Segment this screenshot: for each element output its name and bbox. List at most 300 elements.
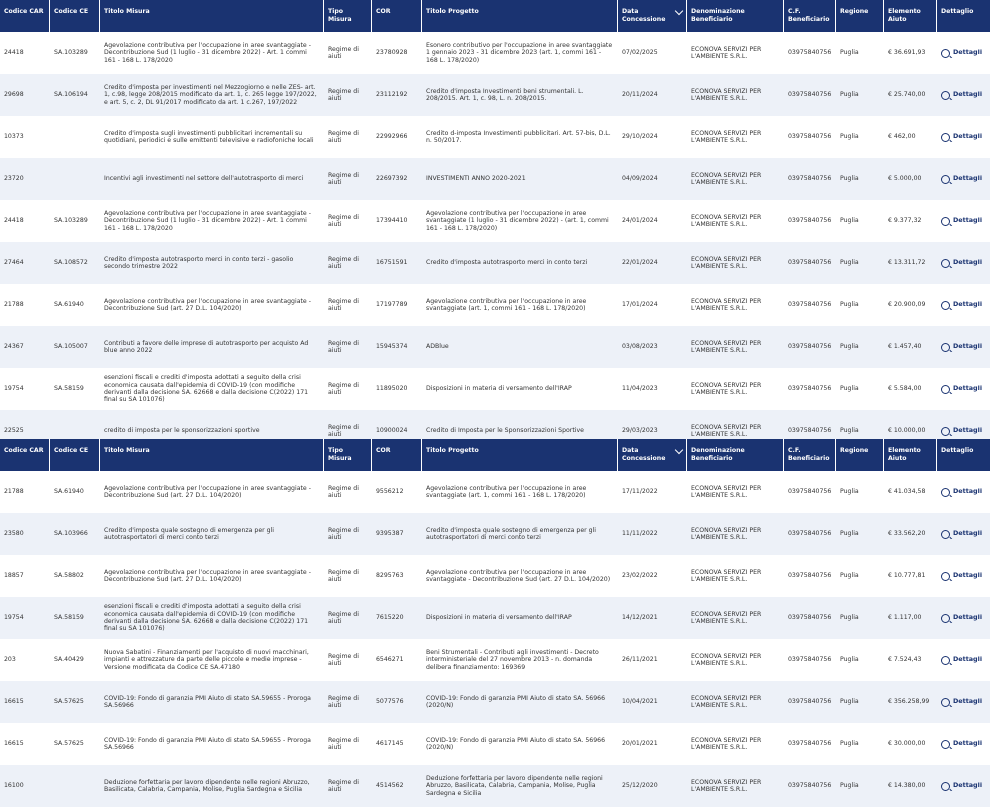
- cell-ce: SA.58802: [54, 572, 84, 580]
- dettagli-label[interactable]: Dettagli: [953, 216, 983, 225]
- cell-regione: Puglia: [840, 343, 859, 351]
- header-cor: [372, 439, 422, 471]
- cell-tipo: Regime di aiuti: [328, 484, 359, 499]
- cell-tipo: Regime di aiuti: [328, 778, 359, 793]
- cell-cor: 7615220: [376, 614, 404, 622]
- dettagli-button[interactable]: [941, 385, 986, 394]
- table-row: [0, 368, 990, 410]
- cell-regione: Puglia: [840, 488, 859, 496]
- dettagli-link[interactable]: [937, 427, 990, 436]
- cell-car: 27464: [4, 259, 24, 267]
- cell-data: 07/02/2025: [622, 49, 658, 57]
- cell-benef: ECONOVA SERVIZI PER L'AMBIENTE S.R.L.: [691, 778, 762, 793]
- cell-tipo: Regime di aiuti: [328, 526, 359, 541]
- cell-tipo: Regime di aiuti: [328, 297, 359, 312]
- cell-cf: 03975840756: [788, 217, 832, 225]
- cell-cor: 17394410: [376, 217, 408, 225]
- header-label: Denominazione Beneficiario: [691, 447, 745, 462]
- table-row: [0, 723, 990, 765]
- cell-data: 22/01/2024: [622, 259, 658, 267]
- dettagli-link[interactable]: [937, 740, 990, 749]
- cell-progetto: Credito d'imposta Investimenti beni strumentali. L. 208/2015. Art. 1, c. 98, L. n. 208/2015.: [426, 87, 584, 102]
- cell-aiuto: € 9.377,32: [888, 217, 922, 225]
- search-icon[interactable]: [941, 385, 950, 394]
- table-header: [0, 439, 990, 471]
- header-dettaglio: [937, 0, 990, 32]
- dettagli-button[interactable]: [941, 343, 986, 352]
- cell-aiuto: € 20.900,09: [888, 301, 926, 309]
- header-denominazione-beneficiario: [687, 439, 784, 471]
- dettagli-label[interactable]: Dettagli: [953, 342, 983, 351]
- cell-progetto: Agevolazione contributiva per l'occupazione in aree svantaggiate - Decontribuzione Sud (art. 27 D.L. 104/2020): [426, 568, 611, 583]
- search-icon[interactable]: [941, 488, 950, 497]
- cell-cf: 03975840756: [788, 133, 832, 141]
- cell-titolo: COVID-19: Fondo di garanzia PMI Aiuto di stato SA.59655 - Proroga SA.56966: [104, 736, 311, 751]
- dettagli-link[interactable]: [937, 782, 990, 791]
- cell-benef: ECONOVA SERVIZI PER L'AMBIENTE S.R.L.: [691, 652, 762, 667]
- dettagli-label[interactable]: Dettagli: [953, 300, 983, 309]
- cell-ce: SA.108572: [54, 259, 88, 267]
- cell-tipo: Regime di aiuti: [328, 610, 359, 625]
- search-icon[interactable]: [941, 49, 950, 58]
- header-label: Titolo Misura: [104, 447, 150, 454]
- cell-data: 29/03/2023: [622, 427, 658, 435]
- dettagli-label[interactable]: Dettagli: [953, 132, 983, 141]
- cell-aiuto: € 14.380,00: [888, 782, 926, 790]
- cell-cor: 5077576: [376, 698, 404, 706]
- dettagli-button[interactable]: [941, 782, 986, 791]
- cell-progetto: Agevolazione contributiva per l'occupazione in aree svantaggiate (art. 1, commi 161 - 168 L. 178/2020): [426, 297, 587, 312]
- cell-titolo: Agevolazione contributiva per l'occupazione in aree svantaggiate - Decontribuzione Sud (art. 27 D.L. 104/2020): [104, 484, 311, 499]
- cell-progetto: Disposizioni in materia di versamento dell'IRAP: [426, 614, 572, 622]
- cell-ce: SA.57625: [54, 698, 84, 706]
- cell-car: 24418: [4, 49, 24, 57]
- cell-titolo: Agevolazione contributiva per l'occupazione in aree svantaggiate - Decontribuzione Sud (1 luglio - 31 dicembre 2022) - Art. 1 commi 161 - 168 L. 178/2020: [104, 41, 311, 64]
- cell-cf: 03975840756: [788, 385, 832, 393]
- header-label: Dettaglio: [941, 447, 974, 454]
- cell-progetto: Agevolazione contributiva per l'occupazione in aree svantaggiate (art. 1, commi 161 - 168 L. 178/2020): [426, 484, 587, 499]
- dettagli-link[interactable]: [937, 385, 990, 394]
- header-label: COR: [376, 8, 391, 15]
- cell-benef: ECONOVA SERVIZI PER L'AMBIENTE S.R.L.: [691, 255, 762, 270]
- cell-tipo: Regime di aiuti: [328, 45, 359, 60]
- cell-cor: 22697392: [376, 175, 408, 183]
- table-row: [0, 681, 990, 723]
- cell-data: 03/08/2023: [622, 343, 658, 351]
- cell-cf: 03975840756: [788, 427, 832, 435]
- cell-car: 23580: [4, 530, 24, 538]
- cell-car: 16615: [4, 740, 24, 748]
- aid-table-2: [0, 439, 990, 807]
- header-dettaglio: [937, 439, 990, 471]
- cell-data: 26/11/2021: [622, 656, 658, 664]
- cell-data: 20/01/2021: [622, 740, 658, 748]
- header-codice-ce: [50, 0, 100, 32]
- search-icon[interactable]: [941, 572, 950, 581]
- header-label: Titolo Misura: [104, 8, 150, 15]
- cell-cf: 03975840756: [788, 572, 832, 580]
- cell-ce: SA.103289: [54, 217, 88, 225]
- cell-aiuto: € 30.000,00: [888, 740, 926, 748]
- dettagli-label[interactable]: Dettagli: [953, 90, 983, 99]
- header-label: Titolo Progetto: [426, 8, 479, 15]
- header-titolo-progetto: [422, 439, 618, 471]
- header-denominazione-beneficiario: [687, 0, 784, 32]
- cell-aiuto: € 7.524,43: [888, 656, 922, 664]
- cell-car: 21788: [4, 488, 24, 496]
- dettagli-button[interactable]: [941, 530, 986, 539]
- cell-benef: ECONOVA SERVIZI PER L'AMBIENTE S.R.L.: [691, 484, 762, 499]
- cell-car: 29698: [4, 91, 24, 99]
- search-icon[interactable]: [941, 133, 950, 142]
- search-icon[interactable]: [941, 175, 950, 184]
- cell-car: 16615: [4, 698, 24, 706]
- cell-aiuto: € 41.034,58: [888, 488, 926, 496]
- dettagli-label[interactable]: Dettagli: [953, 739, 983, 748]
- dettagli-button[interactable]: [941, 217, 986, 226]
- cell-aiuto: € 25.740,00: [888, 91, 926, 99]
- dettagli-link[interactable]: [937, 614, 990, 623]
- cell-regione: Puglia: [840, 782, 859, 790]
- cell-tipo: Regime di aiuti: [328, 339, 359, 354]
- table-row: [0, 200, 990, 242]
- table-row: [0, 242, 990, 284]
- cell-progetto: COVID-19: Fondo di garanzia PMI Aiuto di stato SA. 56966 (2020/N): [426, 694, 606, 709]
- dettagli-label[interactable]: Dettagli: [953, 655, 983, 664]
- header-elemento-aiuto: [884, 439, 937, 471]
- chevron-down-icon[interactable]: [675, 7, 683, 15]
- cell-cf: 03975840756: [788, 614, 832, 622]
- cell-benef: ECONOVA SERVIZI PER L'AMBIENTE S.R.L.: [691, 381, 762, 396]
- cell-titolo: Credito d'imposta autotrasporto merci in conto terzi - gasolio secondo trimestre 2022: [104, 255, 294, 270]
- cell-data: 17/11/2022: [622, 488, 658, 496]
- cell-data: 25/12/2020: [622, 782, 658, 790]
- search-icon[interactable]: [941, 740, 950, 749]
- header-label: Elemento Aiuto: [888, 447, 921, 462]
- cell-tipo: Regime di aiuti: [328, 381, 359, 396]
- header-codice-ce: [50, 439, 100, 471]
- cell-cor: 8295763: [376, 572, 404, 580]
- cell-car: 24367: [4, 343, 24, 351]
- header-label: Codice CAR: [4, 8, 44, 15]
- cell-cf: 03975840756: [788, 530, 832, 538]
- header-label: Dettaglio: [941, 8, 974, 15]
- cell-ce: SA.57625: [54, 740, 84, 748]
- header-titolo-misura: [100, 439, 324, 471]
- dettagli-button[interactable]: [941, 488, 986, 497]
- dettagli-button[interactable]: [941, 259, 986, 268]
- cell-data: 29/10/2024: [622, 133, 658, 141]
- cell-regione: Puglia: [840, 259, 859, 267]
- cell-car: 203: [4, 656, 16, 664]
- cell-aiuto: € 5.000,00: [888, 175, 922, 183]
- dettagli-link[interactable]: [937, 301, 990, 310]
- table-row: [0, 513, 990, 555]
- cell-regione: Puglia: [840, 656, 859, 664]
- cell-titolo: Agevolazione contributiva per l'occupazione in aree svantaggiate - Decontribuzione Sud (art. 27 D.L. 104/2020): [104, 568, 311, 583]
- cell-titolo: Incentivi agli investimenti nel settore dell'autotrasporto di merci: [104, 175, 304, 183]
- header-data-concessione[interactable]: [618, 0, 687, 32]
- cell-cf: 03975840756: [788, 301, 832, 309]
- dettagli-button[interactable]: [941, 175, 986, 184]
- header-codice-car: [0, 0, 50, 32]
- dettagli-link[interactable]: [937, 259, 990, 268]
- search-icon[interactable]: [941, 91, 950, 100]
- cell-benef: ECONOVA SERVIZI PER L'AMBIENTE S.R.L.: [691, 171, 762, 186]
- cell-benef: ECONOVA SERVIZI PER L'AMBIENTE S.R.L.: [691, 213, 762, 228]
- cell-titolo: Contributi a favore delle imprese di autotrasporto per acquisto Ad blue anno 2022: [104, 339, 309, 354]
- cell-regione: Puglia: [840, 175, 859, 183]
- cell-aiuto: € 13.311,72: [888, 259, 926, 267]
- dettagli-button[interactable]: [941, 301, 986, 310]
- cell-ce: SA.106194: [54, 91, 88, 99]
- table-row: [0, 74, 990, 116]
- cell-aiuto: € 1.457,40: [888, 343, 922, 351]
- cell-titolo: Credito d'imposta per investimenti nel Mezzogiorno e nelle ZES- art. 1, c.98, legge 208/2015 modificato da art. 1, c. 265 legge 197/2022, e art. 5, c. 2, DL 91/2017 modificato da art. 1 c.267, 197/2022: [104, 83, 317, 106]
- cell-cor: 4514562: [376, 782, 404, 790]
- cell-car: 16100: [4, 782, 24, 790]
- search-icon[interactable]: [941, 698, 950, 707]
- cell-aiuto: € 5.584,00: [888, 385, 922, 393]
- cell-progetto: Deduzione forfettaria per lavoro dipendente nelle regioni Abruzzo, Basilicata, Calabria, Campania, Molise, Puglia Sardegna e Sicilia: [426, 774, 603, 797]
- cell-regione: Puglia: [840, 572, 859, 580]
- dettagli-link[interactable]: [937, 530, 990, 539]
- cell-tipo: Regime di aiuti: [328, 87, 359, 102]
- cell-progetto: Beni Strumentali - Contributi agli investimenti - Decreto interministeriale del 27 novembre 2013 - n. domanda delibera finanziamento: 169369: [426, 648, 599, 671]
- dettagli-label[interactable]: Dettagli: [953, 697, 983, 706]
- dettagli-button[interactable]: [941, 572, 986, 581]
- cell-cf: 03975840756: [788, 175, 832, 183]
- dettagli-label[interactable]: Dettagli: [953, 426, 983, 435]
- cell-progetto: Esonero contributivo per l'occupazione in aree svantaggiate 1 gennaio 2023 - 31 dicembre 2023 (art. 1, commi 161 - 168 L. 178/2020): [426, 41, 613, 64]
- cell-benef: ECONOVA SERVIZI PER L'AMBIENTE S.R.L.: [691, 423, 762, 438]
- cell-ce: SA.103966: [54, 530, 88, 538]
- cell-aiuto: € 10.777,81: [888, 572, 926, 580]
- dettagli-label[interactable]: Dettagli: [953, 174, 983, 183]
- dettagli-link[interactable]: [937, 656, 990, 665]
- header-label: Data Concessione: [622, 447, 666, 462]
- cell-titolo: credito di imposta per le sponsorizzazioni sportive: [104, 427, 260, 435]
- cell-aiuto: € 33.562,20: [888, 530, 926, 538]
- header-label: Regione: [840, 8, 869, 15]
- cell-cf: 03975840756: [788, 343, 832, 351]
- table-row: [0, 597, 990, 639]
- cell-data: 23/02/2022: [622, 572, 658, 580]
- dettagli-link[interactable]: [937, 133, 990, 142]
- search-icon[interactable]: [941, 259, 950, 268]
- header-titolo-progetto: [422, 0, 618, 32]
- cell-progetto: Credito d'imposta autotrasporto merci in conto terzi: [426, 259, 588, 267]
- cell-car: 19754: [4, 385, 24, 393]
- dettagli-label[interactable]: Dettagli: [953, 571, 983, 580]
- dettagli-link[interactable]: [937, 49, 990, 58]
- header-label: Codice CE: [54, 447, 89, 454]
- dettagli-label[interactable]: Dettagli: [953, 487, 983, 496]
- cell-cf: 03975840756: [788, 740, 832, 748]
- cell-titolo: Deduzione forfettaria per lavoro dipendente nelle regioni Abruzzo, Basilicata, Calabria, Campania, Molise, Puglia Sardegna e Sicilia: [104, 778, 310, 793]
- header-label: Codice CE: [54, 8, 89, 15]
- cell-cor: 23780928: [376, 49, 408, 57]
- cell-cor: 9556212: [376, 488, 404, 496]
- cell-aiuto: € 10.000,00: [888, 427, 926, 435]
- cell-tipo: Regime di aiuti: [328, 568, 359, 583]
- header-label: Denominazione Beneficiario: [691, 8, 745, 23]
- table-header: [0, 0, 990, 32]
- cell-cor: 10900024: [376, 427, 408, 435]
- dettagli-link[interactable]: [937, 488, 990, 497]
- cell-regione: Puglia: [840, 133, 859, 141]
- cell-progetto: ADBlue: [426, 343, 449, 351]
- dettagli-label[interactable]: Dettagli: [953, 258, 983, 267]
- header-label: Elemento Aiuto: [888, 8, 921, 23]
- header-codice-car: [0, 439, 50, 471]
- cell-benef: ECONOVA SERVIZI PER L'AMBIENTE S.R.L.: [691, 568, 762, 583]
- cell-regione: Puglia: [840, 698, 859, 706]
- dettagli-button[interactable]: [941, 91, 986, 100]
- search-icon[interactable]: [941, 782, 950, 791]
- cell-titolo: esenzioni fiscali e crediti d'imposta adottati a seguito della crisi economica causata dall'epidemia di COVID-19 (con modifiche derivanti dalla decisione SA. 62668 e dalla decisione C(2022) 171 final su SA 101076): [104, 374, 309, 404]
- cell-data: 14/12/2021: [622, 614, 658, 622]
- cell-progetto: Credito d'imposta quale sostegno di emergenza per gli autotrasportatori di merci conto terzi: [426, 526, 597, 541]
- header-tipo-misura: [324, 0, 372, 32]
- cell-data: 17/01/2024: [622, 301, 658, 309]
- header-label: Codice CAR: [4, 447, 44, 454]
- cell-titolo: Agevolazione contributiva per l'occupazione in aree svantaggiate - Decontribuzione Sud (art. 27 D.L. 104/2020): [104, 297, 311, 312]
- cell-regione: Puglia: [840, 217, 859, 225]
- cell-cf: 03975840756: [788, 782, 832, 790]
- chevron-down-icon[interactable]: [675, 446, 683, 454]
- cell-cor: 11895020: [376, 385, 408, 393]
- cell-benef: ECONOVA SERVIZI PER L'AMBIENTE S.R.L.: [691, 610, 762, 625]
- dettagli-link[interactable]: [937, 91, 990, 100]
- cell-benef: ECONOVA SERVIZI PER L'AMBIENTE S.R.L.: [691, 297, 762, 312]
- dettagli-link[interactable]: [937, 343, 990, 352]
- cell-benef: ECONOVA SERVIZI PER L'AMBIENTE S.R.L.: [691, 339, 762, 354]
- dettagli-button[interactable]: [941, 427, 986, 436]
- search-icon[interactable]: [941, 217, 950, 226]
- cell-titolo: COVID-19: Fondo di garanzia PMI Aiuto di stato SA.59655 - Proroga SA.56966: [104, 694, 311, 709]
- cell-titolo: Credito d'imposta quale sostegno di emergenza per gli autotrasportatori di merci conto terzi: [104, 526, 275, 541]
- cell-progetto: Credito di Imposta per le Sponsorizzazioni Sportive: [426, 427, 584, 435]
- cell-benef: ECONOVA SERVIZI PER L'AMBIENTE S.R.L.: [691, 129, 762, 144]
- cell-tipo: Regime di aiuti: [328, 652, 359, 667]
- header-label: COR: [376, 447, 391, 454]
- header-label: Data Concessione: [622, 8, 666, 23]
- dettagli-button[interactable]: [941, 614, 986, 623]
- dettagli-link[interactable]: [937, 698, 990, 707]
- cell-ce: SA.58159: [54, 614, 84, 622]
- cell-cf: 03975840756: [788, 91, 832, 99]
- cell-car: 21788: [4, 301, 24, 309]
- header-cf-beneficiario: [784, 0, 836, 32]
- cell-titolo: Credito d'imposta sugli investimenti pubblicitari incrementali su quotidiani, periodici e sulle emittenti televisive e radiofoniche locali: [104, 129, 314, 144]
- cell-data: 11/11/2022: [622, 530, 658, 538]
- cell-cor: 9395387: [376, 530, 404, 538]
- search-icon[interactable]: [941, 656, 950, 665]
- cell-ce: SA.103289: [54, 49, 88, 57]
- dettagli-link[interactable]: [937, 217, 990, 226]
- header-data-concessione[interactable]: [618, 439, 687, 471]
- cell-aiuto: € 1.117,00: [888, 614, 922, 622]
- dettagli-button[interactable]: [941, 133, 986, 142]
- table-row: [0, 326, 990, 368]
- header-elemento-aiuto: [884, 0, 937, 32]
- cell-aiuto: € 36.691,93: [888, 49, 926, 57]
- dettagli-button[interactable]: [941, 698, 986, 707]
- cell-car: 22525: [4, 427, 24, 435]
- search-icon[interactable]: [941, 343, 950, 352]
- header-titolo-misura: [100, 0, 324, 32]
- cell-car: 10373: [4, 133, 24, 141]
- header-label: Tipo Misura: [328, 8, 352, 23]
- cell-benef: ECONOVA SERVIZI PER L'AMBIENTE S.R.L.: [691, 736, 762, 751]
- cell-car: 24418: [4, 217, 24, 225]
- cell-benef: ECONOVA SERVIZI PER L'AMBIENTE S.R.L.: [691, 526, 762, 541]
- cell-regione: Puglia: [840, 614, 859, 622]
- table-body: [0, 32, 990, 452]
- table-row: [0, 116, 990, 158]
- cell-titolo: Nuova Sabatini - Finanziamenti per l'acquisto di nuovi macchinari, impianti e attrezzature da parte delle piccole e medie imprese - Versione modificata da Codice CE SA.47180: [104, 648, 309, 671]
- search-icon[interactable]: [941, 301, 950, 310]
- search-icon[interactable]: [941, 427, 950, 436]
- table-row: [0, 555, 990, 597]
- header-regione: [836, 439, 884, 471]
- dettagli-label[interactable]: Dettagli: [953, 48, 983, 57]
- cell-ce: SA.61940: [54, 488, 84, 496]
- cell-progetto: Agevolazione contributiva per l'occupazione in aree svantaggiate (1 luglio - 31 dicembre 2022) - (art. 1, commi 161 - 168 L. 178/2020): [426, 209, 609, 232]
- cell-regione: Puglia: [840, 91, 859, 99]
- dettagli-label[interactable]: Dettagli: [953, 781, 983, 790]
- header-label: C.F. Beneficiario: [788, 447, 830, 462]
- search-icon[interactable]: [941, 530, 950, 539]
- cell-benef: ECONOVA SERVIZI PER L'AMBIENTE S.R.L.: [691, 87, 762, 102]
- header-label: Regione: [840, 447, 869, 454]
- dettagli-button[interactable]: [941, 49, 986, 58]
- cell-ce: SA.61940: [54, 301, 84, 309]
- dettagli-label[interactable]: Dettagli: [953, 384, 983, 393]
- cell-titolo: esenzioni fiscali e crediti d'imposta adottati a seguito della crisi economica causata dall'epidemia di COVID-19 (con modifiche derivanti dalla decisione SA. 62668 e dalla decisione C(2022) 171 final su SA 101076): [104, 603, 309, 633]
- table-row: [0, 471, 990, 513]
- cell-benef: ECONOVA SERVIZI PER L'AMBIENTE S.R.L.: [691, 45, 762, 60]
- cell-car: 18857: [4, 572, 24, 580]
- dettagli-button[interactable]: [941, 656, 986, 665]
- cell-cor: 15945374: [376, 343, 408, 351]
- dettagli-link[interactable]: [937, 175, 990, 184]
- table-row: [0, 765, 990, 807]
- cell-cor: 17197789: [376, 301, 408, 309]
- cell-cf: 03975840756: [788, 259, 832, 267]
- cell-cor: 22992966: [376, 133, 408, 141]
- search-icon[interactable]: [941, 614, 950, 623]
- cell-tipo: Regime di aiuti: [328, 213, 359, 228]
- dettagli-link[interactable]: [937, 572, 990, 581]
- cell-regione: Puglia: [840, 49, 859, 57]
- cell-tipo: Regime di aiuti: [328, 129, 359, 144]
- header-cf-beneficiario: [784, 439, 836, 471]
- dettagli-label[interactable]: Dettagli: [953, 613, 983, 622]
- cell-regione: Puglia: [840, 427, 859, 435]
- table-row: [0, 639, 990, 681]
- cell-progetto: COVID-19: Fondo di garanzia PMI Aiuto di stato SA. 56966 (2020/N): [426, 736, 606, 751]
- cell-cor: 4617145: [376, 740, 404, 748]
- cell-data: 24/01/2024: [622, 217, 658, 225]
- header-regione: [836, 0, 884, 32]
- table-row: [0, 158, 990, 200]
- table-body: [0, 471, 990, 807]
- dettagli-button[interactable]: [941, 740, 986, 749]
- cell-regione: Puglia: [840, 301, 859, 309]
- dettagli-label[interactable]: Dettagli: [953, 529, 983, 538]
